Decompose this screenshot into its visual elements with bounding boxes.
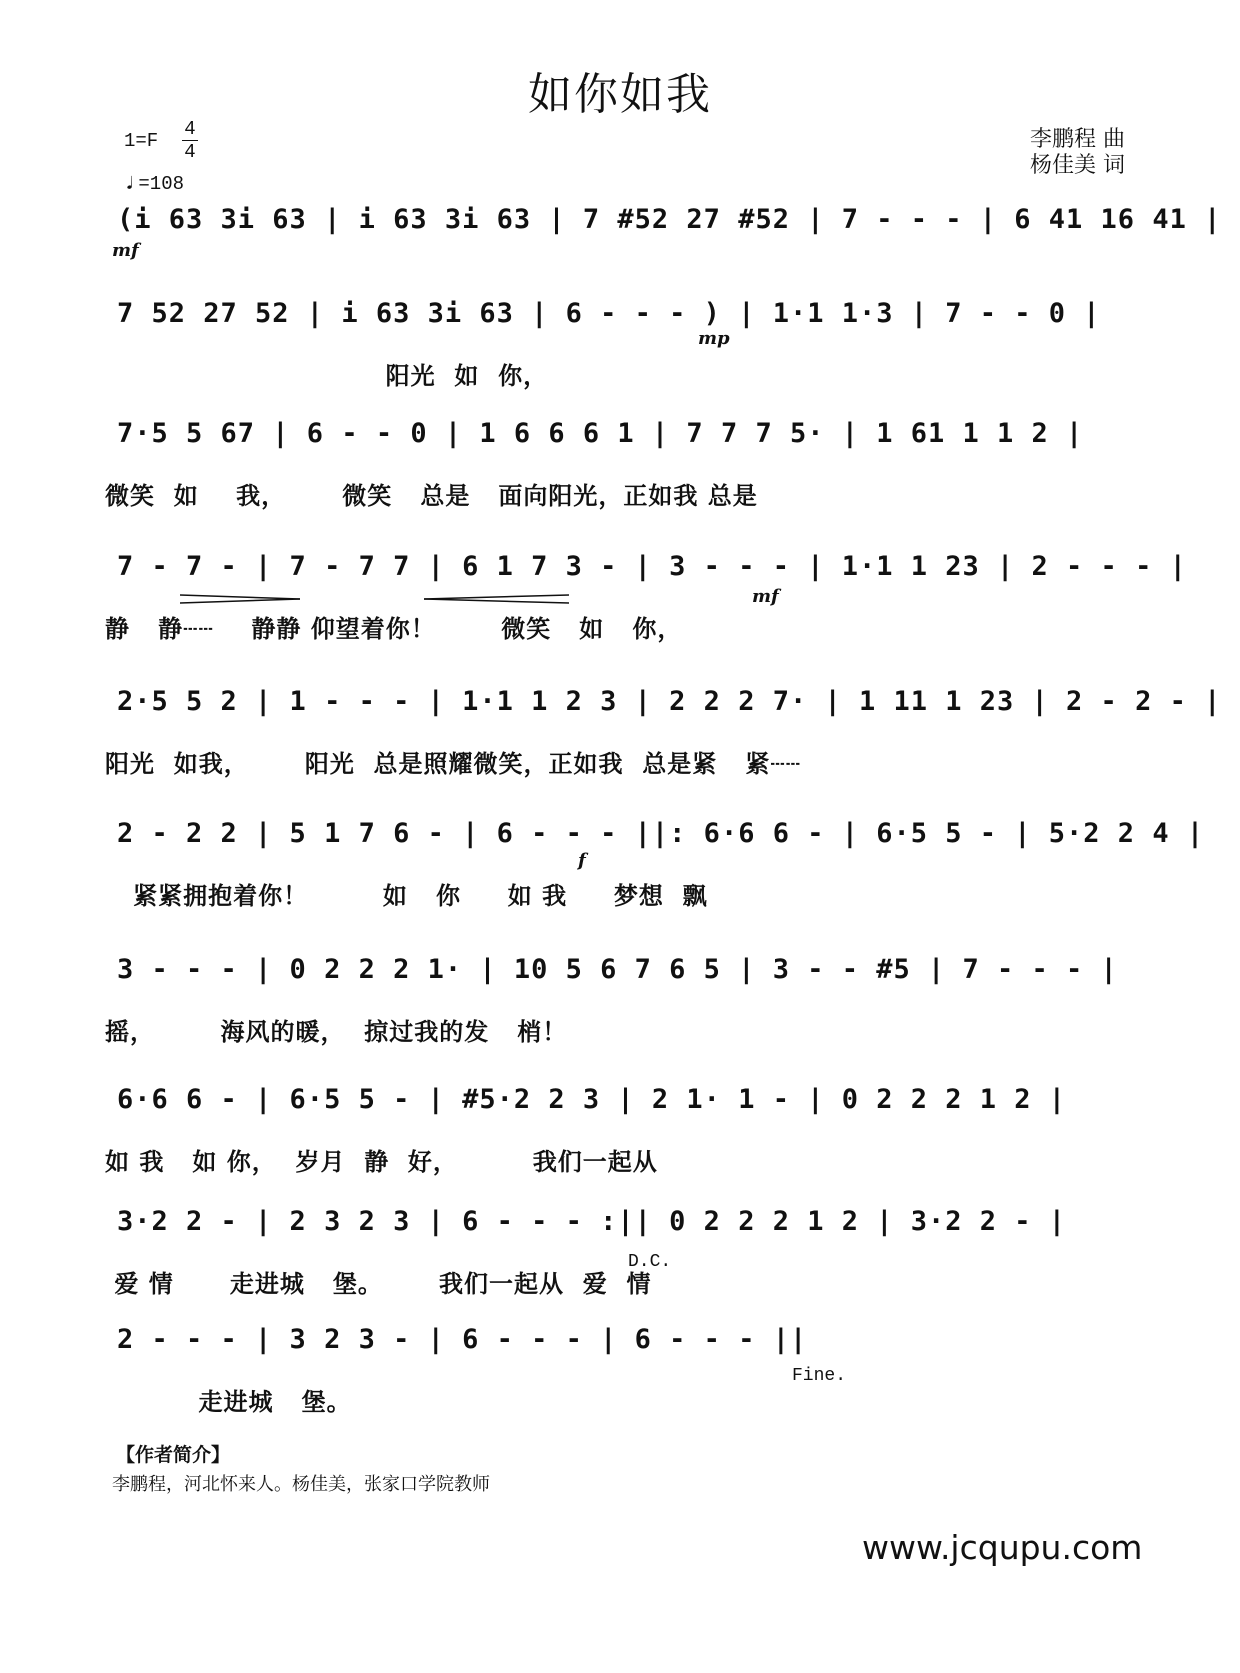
notation-line <box>105 948 1150 1000</box>
decrescendo-hairpin <box>180 594 300 604</box>
notation-text: (i 63 3i 63 | i 63 3i 63 | 7 #52 27 #52 | 7 - - - | 6 41 16 41 | <box>117 204 1222 235</box>
da-capo-mark: D.C. <box>628 1252 672 1272</box>
quarter-note-icon: ♩ <box>124 170 139 197</box>
notation-text: 2 - - - | 3 2 3 - | 6 - - - | 6 - - - || <box>117 1324 808 1355</box>
notation-text: 6·6 6 - | 6·5 5 - | #5·2 2 3 | 2 1· 1 - | 0 2 2 2 1 2 | <box>117 1084 1067 1115</box>
time-signature-top: 4 <box>184 118 196 140</box>
score-system-6 <box>105 812 1205 910</box>
notation-line <box>105 812 1205 864</box>
lyrics-line: 阳光 如 你， <box>105 361 549 390</box>
score-system-1 <box>105 198 1222 250</box>
lyrics-line: 如 我 如 你， 岁月 静 好， 我们一起从 <box>105 1147 658 1176</box>
notation-line <box>105 292 1150 344</box>
notation-line <box>105 412 1150 464</box>
notation-text: 7·5 5 67 | 6 - - 0 | 1 6 6 6 1 | 7 7 7 5· | 1 61 1 1 2 | <box>117 418 1084 449</box>
key-signature: 1=F <box>124 130 159 152</box>
notation-text: 7 52 27 52 | i 63 3i 63 | 6 - - - ) | 1·1 1·3 | 7 - - 0 | <box>117 298 1101 329</box>
lyrics-line: 摇， 海风的暖， 掠过我的发 梢！ <box>105 1017 568 1046</box>
tempo-value: =108 <box>138 173 185 195</box>
notation-text: 3 - - - | 0 2 2 2 1· | 10 5 6 7 6 5 | 3 - - #5 | 7 - - - | <box>117 954 1118 985</box>
notation-line <box>105 1318 1150 1370</box>
author-heading: 【作者简介】 <box>116 1444 231 1466</box>
credits <box>1030 127 1125 179</box>
notation-line <box>105 198 1222 250</box>
lyrics-line: 爱 情 走进城 堡。 我们一起从 爱 情 <box>105 1269 652 1298</box>
time-signature <box>182 118 198 163</box>
lyrics-line: 静 静┄┄ 静静 仰望着你！ 微笑 如 你， <box>105 614 683 643</box>
score-system-5 <box>105 680 1222 778</box>
score-system-8 <box>105 1078 1150 1176</box>
dynamic-mp: mp <box>698 328 730 349</box>
lyrics-line: 微笑 如 我， 微笑 总是 面向阳光，正如我 总是 <box>105 481 758 510</box>
composer-credit: 李鹏程 曲 <box>1030 127 1125 152</box>
notation-text: 2·5 5 2 | 1 - - - | 1·1 1 2 3 | 2 2 2 7· | 1 11 1 23 | 2 - 2 - | <box>117 686 1222 717</box>
notation-line <box>105 1200 1150 1252</box>
notation-line <box>105 545 1187 597</box>
lyrics-line: 阳光 如我， 阳光 总是照耀微笑，正如我 总是紧 紧┄┄ <box>105 749 802 778</box>
notation-line <box>105 1078 1150 1130</box>
tempo-marking <box>124 170 184 197</box>
notation-line <box>105 680 1222 732</box>
dynamic-f: f <box>578 850 586 871</box>
crescendo-hairpin <box>424 594 569 604</box>
score-system-4 <box>105 545 1187 643</box>
dynamic-mf: mf <box>112 240 139 261</box>
author-bio: 李鹏程，河北怀来人。杨佳美，张家口学院教师 <box>112 1474 490 1495</box>
fine-mark: Fine. <box>792 1366 847 1386</box>
score-system-7 <box>105 948 1150 1046</box>
notation-text: 3·2 2 - | 2 3 2 3 | 6 - - - :|| 0 2 2 2 1 2 | 3·2 2 - | <box>117 1206 1067 1237</box>
lyricist-credit: 杨佳美 词 <box>1030 153 1125 178</box>
notation-text: 2 - 2 2 | 5 1 7 6 - | 6 - - - ||: 6·6 6 - | 6·5 5 - | 5·2 2 4 | <box>117 818 1205 849</box>
score-system-2 <box>105 292 1150 390</box>
site-watermark: www.jcqupu.com <box>862 1528 1143 1567</box>
time-signature-bottom: 4 <box>184 141 196 163</box>
score-system-3 <box>105 412 1150 510</box>
lyrics-line: 紧紧拥抱着你！ 如 你 如 我 梦想 飘 <box>105 881 708 910</box>
notation-text: 7 - 7 - | 7 - 7 7 | 6 1 7 3 - | 3 - - - | 1·1 1 23 | 2 - - - | <box>117 551 1187 582</box>
dynamic-mf-2: mf <box>752 586 779 607</box>
lyrics-line: 走进城 堡。 <box>105 1387 352 1416</box>
song-title: 如你如我 <box>528 69 712 120</box>
